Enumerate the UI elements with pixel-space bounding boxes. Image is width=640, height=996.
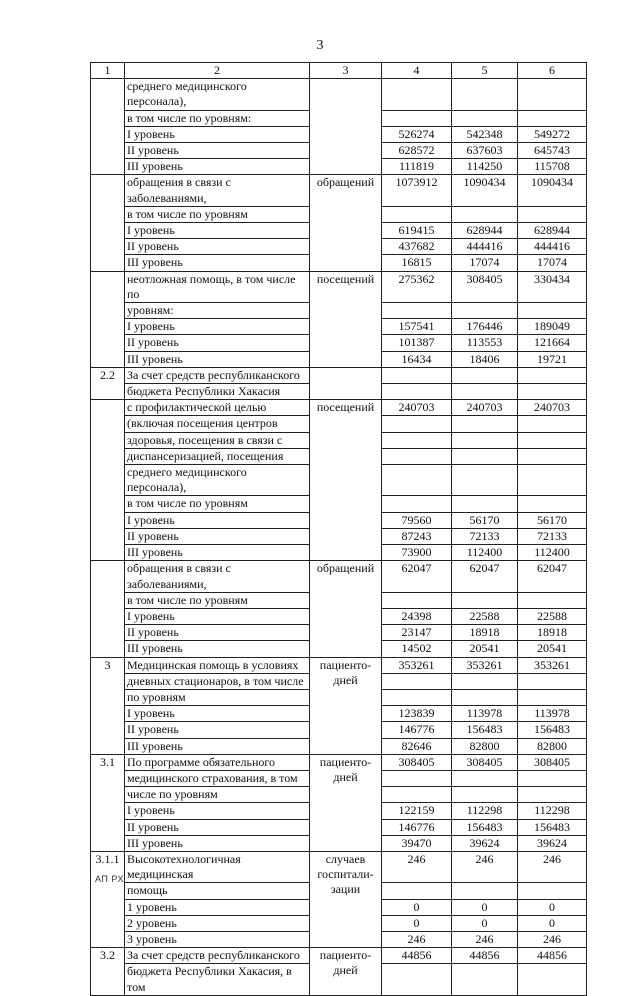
table-row (91, 175, 587, 206)
value-cell-year-2: 56170 (452, 512, 518, 528)
value-cell-year-3 (518, 689, 587, 705)
value-cell-year-1: 87243 (382, 528, 452, 544)
value-cell-year-1: 111819 (382, 159, 452, 175)
value-cell-year-3 (518, 206, 587, 222)
value-cell-year-1: 275362 (382, 271, 452, 302)
value-cell-year-2: 444416 (452, 239, 518, 255)
value-cell-year-3 (518, 883, 587, 899)
value-cell-year-2: 0 (452, 915, 518, 931)
section-number (91, 271, 125, 367)
value-cell-year-1: 0 (382, 899, 452, 915)
unit-of-measure: обращений (310, 175, 382, 271)
value-cell-year-2 (452, 416, 518, 432)
value-cell-year-3: 308405 (518, 754, 587, 770)
row-label: дневных стационаров, в том числе (125, 673, 310, 689)
row-label: I уровень (125, 512, 310, 528)
value-cell-year-2: 112400 (452, 545, 518, 561)
row-label: числе по уровням (125, 787, 310, 803)
section-number (91, 561, 125, 657)
value-cell-year-1: 1073912 (382, 175, 452, 206)
value-cell-year-2: 308405 (452, 754, 518, 770)
value-cell-year-1: 619415 (382, 223, 452, 239)
value-cell-year-2: 18918 (452, 625, 518, 641)
row-label: I уровень (125, 319, 310, 335)
value-cell-year-2: 20541 (452, 641, 518, 657)
value-cell-year-1: 101387 (382, 335, 452, 351)
value-cell-year-3: 19721 (518, 351, 587, 367)
value-cell-year-1 (382, 416, 452, 432)
unit-of-measure: пациенто-дней (310, 948, 382, 996)
row-label: За счет средств республиканского (125, 948, 310, 964)
column-number-header: 3 (310, 63, 382, 79)
section-number: 3 (91, 657, 125, 754)
value-cell-year-2: 308405 (452, 271, 518, 302)
value-cell-year-3 (518, 110, 587, 126)
value-cell-year-1: 62047 (382, 561, 452, 592)
value-cell-year-3 (518, 770, 587, 786)
value-cell-year-1 (382, 432, 452, 448)
row-label: 2 уровень (125, 915, 310, 931)
value-cell-year-1: 246 (382, 931, 452, 947)
value-cell-year-3: 189049 (518, 319, 587, 335)
value-cell-year-2 (452, 883, 518, 899)
value-cell-year-3: 72133 (518, 528, 587, 544)
row-label: II уровень (125, 335, 310, 351)
value-cell-year-2 (452, 964, 518, 995)
row-label: Высокотехнологичная медицинская (125, 851, 310, 882)
row-label: I уровень (125, 706, 310, 722)
value-cell-year-3 (518, 448, 587, 464)
value-cell-year-3: 112400 (518, 545, 587, 561)
value-cell-year-1: 437682 (382, 239, 452, 255)
value-cell-year-3 (518, 465, 587, 496)
value-cell-year-1 (382, 79, 452, 110)
value-cell-year-1: 24398 (382, 608, 452, 624)
row-label: уровням: (125, 303, 310, 319)
row-label: II уровень (125, 143, 310, 159)
value-cell-year-2: 18406 (452, 351, 518, 367)
column-number-header: 6 (518, 63, 587, 79)
value-cell-year-3 (518, 367, 587, 383)
value-cell-year-3: 22588 (518, 608, 587, 624)
row-label: По программе обязательного (125, 754, 310, 770)
row-label: диспансеризацией, посещения (125, 448, 310, 464)
row-label: 1 уровень (125, 899, 310, 915)
row-label: обращения в связи с заболеваниями, (125, 561, 310, 592)
value-cell-year-1 (382, 110, 452, 126)
section-number: 3.1 (91, 754, 125, 851)
value-cell-year-2: 637603 (452, 143, 518, 159)
value-cell-year-1 (382, 303, 452, 319)
row-label: бюджета Республики Хакасия, в том (125, 964, 310, 995)
value-cell-year-2 (452, 384, 518, 400)
value-cell-year-1 (382, 496, 452, 512)
value-cell-year-2: 72133 (452, 528, 518, 544)
value-cell-year-1: 14502 (382, 641, 452, 657)
page-number: 3 (316, 38, 324, 53)
value-cell-year-1: 39470 (382, 835, 452, 851)
value-cell-year-3: 628944 (518, 223, 587, 239)
value-cell-year-1 (382, 384, 452, 400)
row-label: помощь (125, 883, 310, 899)
value-cell-year-2: 112298 (452, 803, 518, 819)
value-cell-year-2: 246 (452, 851, 518, 882)
value-cell-year-3: 56170 (518, 512, 587, 528)
value-cell-year-1 (382, 448, 452, 464)
value-cell-year-3: 113978 (518, 706, 587, 722)
value-cell-year-3: 246 (518, 931, 587, 947)
value-cell-year-2: 176446 (452, 319, 518, 335)
row-label: в том числе по уровням (125, 496, 310, 512)
value-cell-year-2: 114250 (452, 159, 518, 175)
value-cell-year-2: 542348 (452, 126, 518, 142)
row-label: среднего медицинского персонала), (125, 79, 310, 110)
value-cell-year-1: 628572 (382, 143, 452, 159)
table-row (91, 79, 587, 110)
value-cell-year-3: 156483 (518, 722, 587, 738)
section-number: 3.1.1 (91, 851, 125, 947)
value-cell-year-2 (452, 79, 518, 110)
value-cell-year-3: 549272 (518, 126, 587, 142)
section-number (91, 400, 125, 561)
row-label: II уровень (125, 239, 310, 255)
unit-of-measure: посещений (310, 400, 382, 561)
value-cell-year-1: 240703 (382, 400, 452, 416)
table-row (91, 948, 587, 964)
value-cell-year-3 (518, 384, 587, 400)
value-cell-year-3 (518, 79, 587, 110)
value-cell-year-1: 157541 (382, 319, 452, 335)
row-label: медицинского страхования, в том (125, 770, 310, 786)
value-cell-year-2: 0 (452, 899, 518, 915)
value-cell-year-2 (452, 206, 518, 222)
value-cell-year-1 (382, 883, 452, 899)
table-row (91, 271, 587, 302)
value-cell-year-3: 353261 (518, 657, 587, 673)
row-label: бюджета Республики Хакасия (125, 384, 310, 400)
row-label: в том числе по уровням (125, 592, 310, 608)
value-cell-year-2 (452, 303, 518, 319)
value-cell-year-2: 17074 (452, 255, 518, 271)
value-cell-year-1 (382, 592, 452, 608)
unit-of-measure (310, 367, 382, 399)
value-cell-year-2 (452, 465, 518, 496)
table-row (91, 400, 587, 416)
value-cell-year-2 (452, 787, 518, 803)
value-cell-year-3: 121664 (518, 335, 587, 351)
row-label: в том числе по уровням (125, 206, 310, 222)
value-cell-year-2: 44856 (452, 948, 518, 964)
value-cell-year-1: 308405 (382, 754, 452, 770)
value-cell-year-3 (518, 416, 587, 432)
value-cell-year-1 (382, 465, 452, 496)
value-cell-year-3 (518, 787, 587, 803)
value-cell-year-2: 82800 (452, 738, 518, 754)
section-number (91, 175, 125, 271)
table-row (91, 561, 587, 592)
unit-of-measure: случаев госпитали-зации (310, 851, 382, 947)
unit-of-measure: обращений (310, 561, 382, 657)
value-cell-year-2: 113978 (452, 706, 518, 722)
table-row (91, 851, 587, 882)
value-cell-year-1: 146776 (382, 722, 452, 738)
statistics-table (90, 62, 587, 996)
value-cell-year-2: 353261 (452, 657, 518, 673)
value-cell-year-2: 156483 (452, 722, 518, 738)
row-label: III уровень (125, 159, 310, 175)
value-cell-year-2: 22588 (452, 608, 518, 624)
value-cell-year-2: 246 (452, 931, 518, 947)
row-label: 3 уровень (125, 931, 310, 947)
column-number-header: 2 (125, 63, 310, 79)
row-label: III уровень (125, 641, 310, 657)
row-label: I уровень (125, 223, 310, 239)
value-cell-year-3: 82800 (518, 738, 587, 754)
value-cell-year-1: 123839 (382, 706, 452, 722)
unit-of-measure: посещений (310, 271, 382, 367)
value-cell-year-3 (518, 673, 587, 689)
value-cell-year-1: 73900 (382, 545, 452, 561)
value-cell-year-3: 444416 (518, 239, 587, 255)
value-cell-year-1: 23147 (382, 625, 452, 641)
value-cell-year-3: 240703 (518, 400, 587, 416)
row-label: За счет средств республиканского (125, 367, 310, 383)
value-cell-year-3: 20541 (518, 641, 587, 657)
row-label: I уровень (125, 126, 310, 142)
value-cell-year-2: 113553 (452, 335, 518, 351)
value-cell-year-2: 1090434 (452, 175, 518, 206)
value-cell-year-1: 82646 (382, 738, 452, 754)
column-number-header: 5 (452, 63, 518, 79)
value-cell-year-2 (452, 770, 518, 786)
value-cell-year-1: 122159 (382, 803, 452, 819)
unit-of-measure: пациенто-дней (310, 754, 382, 851)
value-cell-year-2 (452, 496, 518, 512)
value-cell-year-3 (518, 432, 587, 448)
row-label: III уровень (125, 351, 310, 367)
value-cell-year-2: 156483 (452, 819, 518, 835)
row-label: II уровень (125, 722, 310, 738)
table-header-row (91, 63, 587, 79)
row-label: (включая посещения центров (125, 416, 310, 432)
section-number: 2.2 (91, 367, 125, 399)
value-cell-year-1: 0 (382, 915, 452, 931)
row-label: III уровень (125, 545, 310, 561)
value-cell-year-2 (452, 448, 518, 464)
value-cell-year-3: 17074 (518, 255, 587, 271)
table-row (91, 657, 587, 673)
value-cell-year-2 (452, 673, 518, 689)
value-cell-year-3: 44856 (518, 948, 587, 964)
value-cell-year-1: 16434 (382, 351, 452, 367)
value-cell-year-2 (452, 367, 518, 383)
row-label: II уровень (125, 625, 310, 641)
value-cell-year-3: 62047 (518, 561, 587, 592)
value-cell-year-2: 39624 (452, 835, 518, 851)
row-label: здоровья, посещения в связи с (125, 432, 310, 448)
row-label: III уровень (125, 255, 310, 271)
row-label: в том числе по уровням: (125, 110, 310, 126)
value-cell-year-3: 18918 (518, 625, 587, 641)
value-cell-year-2 (452, 592, 518, 608)
row-label: I уровень (125, 608, 310, 624)
value-cell-year-1: 353261 (382, 657, 452, 673)
value-cell-year-1: 79560 (382, 512, 452, 528)
row-label: II уровень (125, 819, 310, 835)
column-number-header: 1 (91, 63, 125, 79)
value-cell-year-2 (452, 689, 518, 705)
row-label: II уровень (125, 528, 310, 544)
value-cell-year-3: 39624 (518, 835, 587, 851)
footer-mark: АП РХ (95, 874, 124, 884)
value-cell-year-3: 246 (518, 851, 587, 882)
section-number (91, 79, 125, 175)
row-label: обращения в связи с заболеваниями, (125, 175, 310, 206)
column-number-header: 4 (382, 63, 452, 79)
row-label: с профилактической целью (125, 400, 310, 416)
value-cell-year-3: 156483 (518, 819, 587, 835)
row-label: III уровень (125, 738, 310, 754)
value-cell-year-2: 628944 (452, 223, 518, 239)
value-cell-year-3: 330434 (518, 271, 587, 302)
unit-of-measure: пациенто-дней (310, 657, 382, 754)
row-label: неотложная помощь, в том числе по (125, 271, 310, 302)
table-row (91, 367, 587, 383)
value-cell-year-1: 44856 (382, 948, 452, 964)
row-label: Медицинская помощь в условиях (125, 657, 310, 673)
value-cell-year-1 (382, 964, 452, 995)
value-cell-year-2: 62047 (452, 561, 518, 592)
value-cell-year-1 (382, 206, 452, 222)
value-cell-year-3 (518, 964, 587, 995)
row-label: I уровень (125, 803, 310, 819)
value-cell-year-2 (452, 110, 518, 126)
value-cell-year-1 (382, 367, 452, 383)
value-cell-year-3 (518, 303, 587, 319)
value-cell-year-2: 240703 (452, 400, 518, 416)
value-cell-year-1 (382, 770, 452, 786)
value-cell-year-1: 16815 (382, 255, 452, 271)
value-cell-year-3: 0 (518, 915, 587, 931)
value-cell-year-3: 115708 (518, 159, 587, 175)
unit-of-measure (310, 79, 382, 175)
value-cell-year-1 (382, 689, 452, 705)
value-cell-year-1 (382, 673, 452, 689)
value-cell-year-3: 1090434 (518, 175, 587, 206)
row-label: по уровням (125, 689, 310, 705)
value-cell-year-3: 645743 (518, 143, 587, 159)
value-cell-year-2 (452, 432, 518, 448)
value-cell-year-1 (382, 787, 452, 803)
value-cell-year-3 (518, 592, 587, 608)
row-label: среднего медицинского персонала), (125, 465, 310, 496)
value-cell-year-3: 0 (518, 899, 587, 915)
table-row (91, 754, 587, 770)
section-number: 3.2 (91, 948, 125, 996)
value-cell-year-1: 146776 (382, 819, 452, 835)
value-cell-year-3: 112298 (518, 803, 587, 819)
value-cell-year-1: 246 (382, 851, 452, 882)
value-cell-year-3 (518, 496, 587, 512)
row-label: III уровень (125, 835, 310, 851)
value-cell-year-1: 526274 (382, 126, 452, 142)
